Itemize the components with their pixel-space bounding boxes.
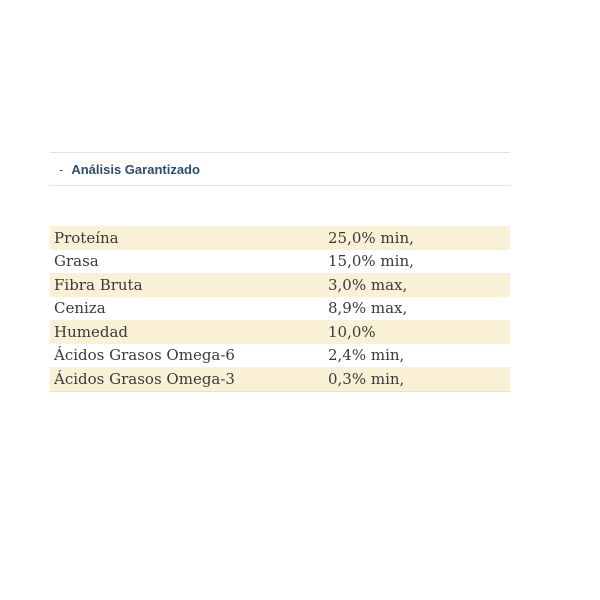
nutrient-label: Fibra Bruta [50,273,270,297]
nutrient-value: 8,9% max, [328,299,408,318]
guaranteed-analysis-table [50,226,510,392]
table-row [50,367,510,391]
table-row [50,250,510,274]
table-row [50,297,510,321]
nutrient-label: Ceniza [54,299,106,318]
table-row [50,320,510,344]
table-row [50,344,510,368]
nutrient-label: Ácidos Grasos Omega-6 [54,346,235,365]
nutrient-value: 25,0% min, [270,226,510,250]
nutrient-label: Grasa [54,252,99,271]
nutrient-value: 15,0% min, [328,252,414,271]
section-title[interactable]: Análisis Garantizado [71,161,200,177]
collapse-toggle[interactable]: - [59,161,64,177]
nutrient-label: Humedad [50,320,270,344]
nutrient-value: 10,0% [270,320,510,344]
nutrient-value: 3,0% max, [270,273,510,297]
table-row [50,273,510,297]
table-row [50,226,510,250]
nutrient-value: 2,4% min, [328,346,405,365]
nutrient-label: Ácidos Grasos Omega-3 [50,367,270,391]
section-header[interactable] [50,152,510,186]
nutrient-label: Proteína [50,226,270,250]
nutrient-value: 0,3% min, [270,367,510,391]
